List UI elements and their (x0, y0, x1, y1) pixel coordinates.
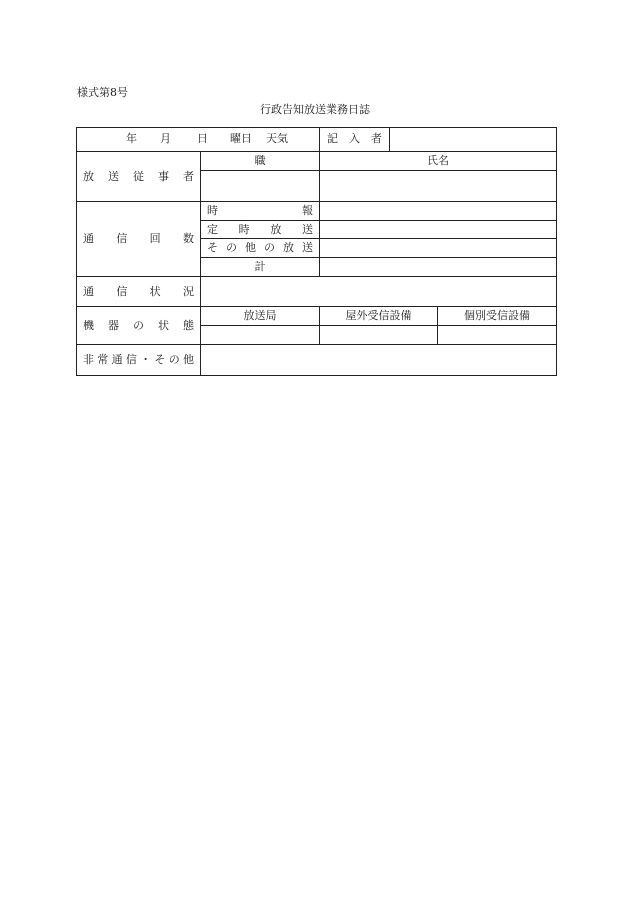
individual-receiver-value-field[interactable] (438, 326, 556, 344)
name-value-field[interactable] (320, 171, 556, 201)
equipment-condition-label: 機 器 の 状 態 (83, 318, 194, 332)
weekday-label: 曜日 (230, 132, 252, 145)
broadcast-station-value-field[interactable] (201, 326, 319, 344)
communication-count-label: 通 信 回 数 (83, 232, 194, 245)
year-label: 年 (126, 132, 137, 145)
position-header: 職 (254, 154, 266, 167)
other-broadcast-label: そ の 他 の 放 送 (207, 241, 313, 254)
outdoor-receiver-header: 屋外受信設備 (345, 309, 412, 322)
log-form-table (76, 127, 557, 376)
day-label: 日 (197, 132, 208, 145)
total-label: 計 (254, 260, 266, 273)
other-broadcast-value-field[interactable] (320, 239, 556, 257)
emergency-other-label: 非 常 通 信 ・ そ の 他 (83, 353, 194, 366)
position-value-field[interactable] (201, 171, 319, 201)
emergency-other-value-field[interactable] (201, 345, 556, 375)
communication-status-value-field[interactable] (201, 277, 556, 306)
table-border-bottom (76, 375, 557, 376)
month-label: 月 (160, 132, 171, 145)
outdoor-receiver-value-field[interactable] (320, 326, 437, 344)
document-title: 行政告知放送業務日誌 (260, 103, 370, 116)
name-header: 氏名 (427, 154, 449, 167)
weather-label: 天気 (266, 132, 288, 145)
broadcast-staff-label: 放 送 従 事 者 (83, 169, 194, 183)
form-number: 様式第8号 (77, 86, 128, 99)
table-border-right (556, 127, 557, 376)
time-signal-label: 時 報 (207, 204, 313, 217)
total-value-field[interactable] (320, 258, 556, 276)
recorder-label: 記 入 者 (327, 132, 382, 145)
recorder-value-field[interactable] (390, 128, 556, 151)
scheduled-broadcast-value-field[interactable] (320, 221, 556, 238)
time-signal-value-field[interactable] (320, 202, 556, 220)
broadcast-station-header: 放送局 (243, 309, 277, 322)
individual-receiver-header: 個別受信設備 (464, 309, 530, 322)
communication-status-label: 通 信 状 況 (83, 284, 194, 298)
scheduled-broadcast-label: 定 時 放 送 (207, 222, 313, 236)
